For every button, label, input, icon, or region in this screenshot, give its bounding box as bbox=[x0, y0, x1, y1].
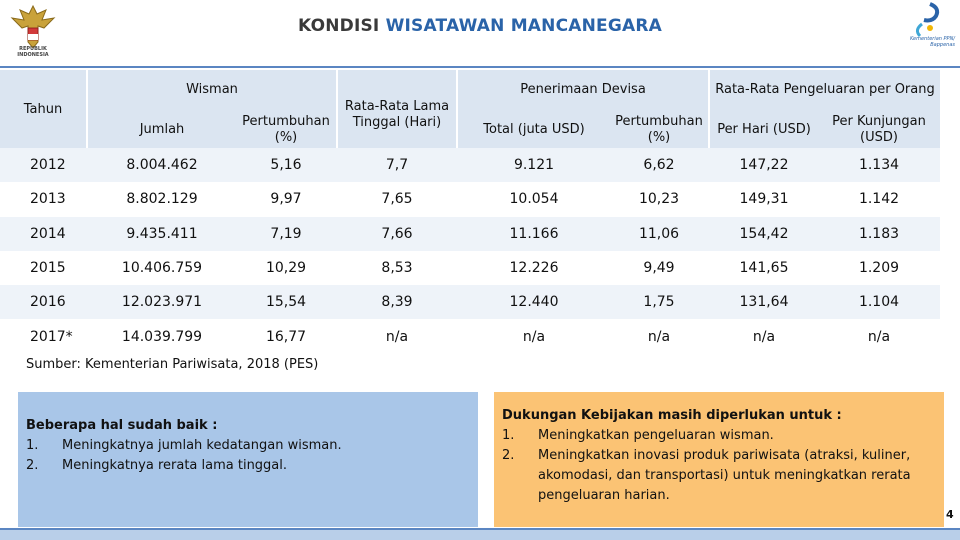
cell-pertumbuhan: 15,54 bbox=[265, 294, 307, 311]
header-jumlah: Jumlah bbox=[88, 110, 236, 150]
header-group-pengeluaran: Rata-Rata Pengeluaran per Orang bbox=[710, 70, 940, 110]
header-per-kunjungan: Per Kunjungan (USD) bbox=[818, 110, 940, 150]
cell-jumlah: 12.023.971 bbox=[121, 294, 203, 311]
list-item: 2. Meningkatnya rerata lama tinggal. bbox=[26, 458, 288, 473]
header-tahun: Tahun bbox=[0, 70, 86, 150]
header-lama-tinggal: Rata-Rata Lama Tinggal (Hari) bbox=[338, 70, 456, 150]
title-part2: WISATAWAN MANCANEGARA bbox=[385, 16, 663, 36]
cell-pertumbuhan-devisa: 11,06 bbox=[638, 225, 680, 242]
cell-pertumbuhan: 10,29 bbox=[265, 260, 307, 277]
cell-pertumbuhan-devisa: 10,23 bbox=[638, 191, 680, 208]
cell-tahun: 2013 bbox=[30, 191, 66, 208]
cell-jumlah: 8.802.129 bbox=[126, 191, 198, 208]
policy-title: Dukungan Kebijakan masih diperlukan untuk : bbox=[502, 408, 842, 423]
cell-tahun: 2012 bbox=[30, 157, 66, 174]
header-per-hari: Per Hari (USD) bbox=[710, 110, 818, 150]
cell-total-devisa: 12.226 bbox=[509, 260, 559, 277]
cell-total-devisa: n/a bbox=[522, 328, 546, 345]
source-note: Sumber: Kementerian Pariwisata, 2018 (PES) bbox=[26, 357, 319, 372]
achievements-title: Beberapa hal sudah baik : bbox=[26, 418, 218, 433]
list-item: 2. Meningkatkan inovasi produk pariwisata (atraksi, kuliner, akomodasi, dan transportasi) untuk meningkatkan rerata pengeluaran harian. bbox=[502, 448, 911, 503]
achievements-box bbox=[18, 392, 478, 527]
cell-per-hari: 147,22 bbox=[739, 157, 789, 174]
cell-jumlah: 9.435.411 bbox=[126, 225, 198, 242]
cell-per-kunjungan: 1.104 bbox=[858, 294, 900, 311]
cell-lama-tinggal: 8,53 bbox=[381, 260, 413, 277]
cell-jumlah: 8.004.462 bbox=[126, 157, 198, 174]
cell-jumlah: 14.039.799 bbox=[121, 328, 203, 345]
header-pertumbuhan-devisa: Pertumbuhan (%) bbox=[610, 110, 708, 150]
left-logo-label: REPUBLIK INDONESIA bbox=[17, 46, 49, 58]
cell-jumlah: 10.406.759 bbox=[121, 260, 203, 277]
cell-per-hari: 149,31 bbox=[739, 191, 789, 208]
cell-total-devisa: 12.440 bbox=[509, 294, 559, 311]
cell-per-hari: 141,65 bbox=[739, 260, 789, 277]
cell-per-kunjungan: 1.142 bbox=[858, 191, 900, 208]
header-group-wisman: Wisman bbox=[88, 70, 336, 110]
cell-pertumbuhan-devisa: n/a bbox=[647, 328, 671, 345]
cell-tahun: 2016 bbox=[30, 294, 66, 311]
page-title bbox=[0, 16, 960, 36]
cell-lama-tinggal: 7,65 bbox=[381, 191, 413, 208]
cell-tahun: 2015 bbox=[30, 260, 66, 277]
cell-lama-tinggal: 8,39 bbox=[381, 294, 413, 311]
cell-pertumbuhan: 7,19 bbox=[270, 225, 302, 242]
cell-per-hari: n/a bbox=[752, 328, 776, 345]
cell-per-kunjungan: n/a bbox=[867, 328, 891, 345]
cell-per-hari: 131,64 bbox=[739, 294, 789, 311]
list-item: 1. Meningkatnya jumlah kedatangan wisman. bbox=[26, 438, 342, 453]
cell-pertumbuhan-devisa: 6,62 bbox=[643, 157, 675, 174]
cell-tahun: 2014 bbox=[30, 225, 66, 242]
cell-pertumbuhan: 16,77 bbox=[265, 328, 307, 345]
cell-lama-tinggal: n/a bbox=[385, 328, 409, 345]
cell-total-devisa: 9.121 bbox=[513, 157, 555, 174]
cell-tahun: 2017* bbox=[30, 328, 73, 345]
cell-lama-tinggal: 7,7 bbox=[385, 157, 409, 174]
cell-per-kunjungan: 1.183 bbox=[858, 225, 900, 242]
cell-per-kunjungan: 1.134 bbox=[858, 157, 900, 174]
cell-pertumbuhan: 9,97 bbox=[270, 191, 302, 208]
header-divider bbox=[0, 66, 960, 68]
cell-per-kunjungan: 1.209 bbox=[858, 260, 900, 277]
header-group-devisa: Penerimaan Devisa bbox=[458, 70, 708, 110]
policy-support-box bbox=[494, 392, 944, 527]
title-part1: KONDISI bbox=[297, 16, 380, 36]
cell-per-hari: 154,42 bbox=[739, 225, 789, 242]
list-item: 1. Meningkatkan pengeluaran wisman. bbox=[502, 428, 774, 443]
cell-total-devisa: 11.166 bbox=[509, 225, 559, 242]
cell-pertumbuhan: 5,16 bbox=[270, 157, 302, 174]
footer-bar bbox=[0, 530, 960, 540]
header-pertumbuhan: Pertumbuhan (%) bbox=[236, 110, 336, 150]
cell-total-devisa: 10.054 bbox=[509, 191, 559, 208]
cell-pertumbuhan-devisa: 9,49 bbox=[643, 260, 675, 277]
page-number: 4 bbox=[946, 508, 954, 521]
right-logo-label: Kementerian PPN/ Bappenas bbox=[909, 36, 955, 48]
cell-lama-tinggal: 7,66 bbox=[381, 225, 413, 242]
header-total: Total (juta USD) bbox=[458, 110, 610, 150]
cell-pertumbuhan-devisa: 1,75 bbox=[643, 294, 675, 311]
